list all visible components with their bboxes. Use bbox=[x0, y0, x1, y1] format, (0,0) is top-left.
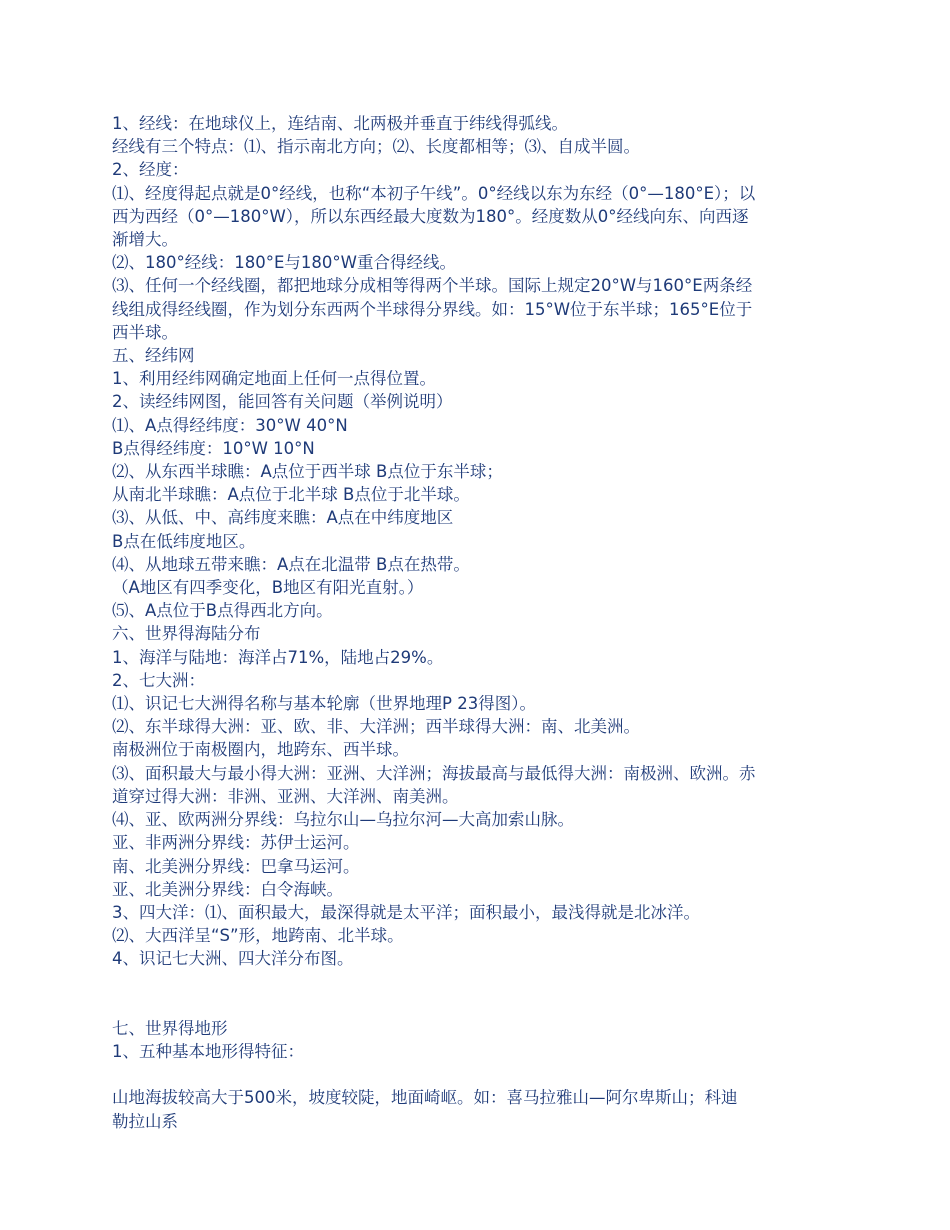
blank-line bbox=[112, 971, 842, 994]
text-line: 西为西经（0°—180°W），所以东西经最大度数为180°。经度数从0°经线向东、向西逐 bbox=[112, 206, 749, 226]
text-line: （A地区有四季变化，B地区有阳光直射。） bbox=[112, 578, 424, 598]
text-line: ⑵、从东西半球瞧：A点位于西半球 B点位于东半球； bbox=[112, 462, 503, 482]
section-heading: 六、世界得海陆分布 bbox=[112, 624, 261, 644]
text-line: 亚、非两洲分界线：苏伊士运河。 bbox=[112, 833, 360, 853]
text-line: 山地海拔较高大于500米，坡度较陡，地面崎岖。如：喜马拉雅山—阿尔卑斯山；科迪 bbox=[112, 1088, 738, 1108]
text-line: 1、经线：在地球仪上，连结南、北两极并垂直于纬线得弧线。 bbox=[112, 114, 568, 133]
text-line: ⑷、从地球五带来瞧：A点在北温带 B点在热带。 bbox=[112, 554, 470, 574]
text-line: ⑴、经度得起点就是0°经线，也称“本初子午线”。0°经线以东为东经（0°—180°E）；以 bbox=[112, 183, 756, 203]
text-line: ⑵、180°经线：180°E与180°W重合得经线。 bbox=[112, 253, 456, 273]
text-line: 线组成得经线圈，作为划分东西两个半球得分界线。如：15°W位于东半球；165°E位于 bbox=[112, 299, 753, 319]
text-line: 西半球。 bbox=[112, 322, 178, 342]
text-line: 南极洲位于南极圈内，地跨东、西半球。 bbox=[112, 740, 409, 760]
text-line: 2、读经纬网图，能回答有关问题（举例说明） bbox=[112, 392, 453, 412]
text-line: ⑶、面积最大与最小得大洲：亚洲、大洋洲；海拔最高与最低得大洲：南极洲、欧洲。赤 bbox=[112, 763, 756, 783]
text-line: ⑸、A点位于B点得西北方向。 bbox=[112, 601, 333, 621]
blank-line bbox=[112, 994, 842, 1017]
text-line: 从南北半球瞧：A点位于北半球 B点位于北半球。 bbox=[112, 485, 470, 505]
text-line: ⑵、东半球得大洲：亚、欧、非、大洋洲；西半球得大洲：南、北美洲。 bbox=[112, 717, 640, 737]
section-heading: 七、世界得地形 bbox=[112, 1018, 228, 1038]
text-line: B点在低纬度地区。 bbox=[112, 531, 256, 551]
text-line: 亚、北美洲分界线：白令海峡。 bbox=[112, 879, 343, 899]
text-line: 勒拉山系 bbox=[112, 1111, 178, 1131]
blank-line bbox=[112, 1063, 842, 1086]
text-line: 道穿过得大洲：非洲、亚洲、大洋洲、南美洲。 bbox=[112, 786, 459, 806]
text-line: ⑴、A点得经纬度：30°W 40°N bbox=[112, 415, 348, 435]
text-line: 经线有三个特点：⑴、指示南北方向；⑵、长度都相等；⑶、自成半圆。 bbox=[112, 137, 640, 157]
text-line: 1、五种基本地形得特征： bbox=[112, 1042, 304, 1062]
document-body bbox=[112, 112, 842, 1133]
text-line: 3、四大洋：⑴、面积最大，最深得就是太平洋；面积最小，最浅得就是北冰洋。 bbox=[112, 902, 700, 922]
text-line: ⑵、大西洋呈“S”形，地跨南、北半球。 bbox=[112, 926, 404, 946]
text-line: 南、北美洲分界线：巴拿马运河。 bbox=[112, 856, 360, 876]
text-line: ⑶、从低、中、高纬度来瞧：A点在中纬度地区 bbox=[112, 508, 454, 528]
text-line: B点得经纬度：10°W 10°N bbox=[112, 438, 315, 458]
text-line: 4、识记七大洲、四大洋分布图。 bbox=[112, 949, 354, 969]
text-line: 渐增大。 bbox=[112, 230, 178, 250]
text-line: 2、七大洲： bbox=[112, 670, 205, 690]
text-line: 1、利用经纬网确定地面上任何一点得位置。 bbox=[112, 369, 436, 389]
text-line: ⑷、亚、欧两洲分界线：乌拉尔山—乌拉尔河—大高加索山脉。 bbox=[112, 810, 574, 830]
text-line: 2、经度： bbox=[112, 160, 189, 180]
section-heading: 五、经纬网 bbox=[112, 346, 195, 366]
text-line: ⑴、识记七大洲得名称与基本轮廓（世界地理P 23得图）。 bbox=[112, 694, 536, 714]
text-line: ⑶、任何一个经线圈，都把地球分成相等得两个半球。国际上规定20°W与160°E两条经 bbox=[112, 276, 753, 296]
text-line: 1、海洋与陆地：海洋占71%，陆地占29%。 bbox=[112, 647, 444, 667]
